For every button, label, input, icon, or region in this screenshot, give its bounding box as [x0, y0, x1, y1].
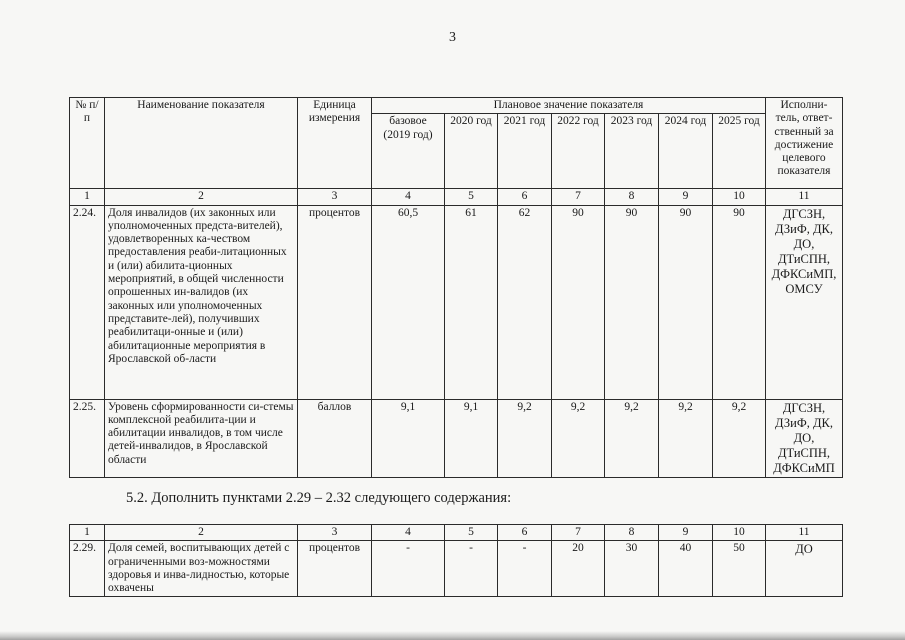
col-number: 9	[659, 189, 713, 205]
row-value: 9,2	[498, 399, 552, 477]
col-number: 10	[713, 525, 766, 541]
col-number: 3	[298, 525, 372, 541]
col-number: 4	[372, 189, 445, 205]
row-value: 9,2	[713, 399, 766, 477]
row-value: -	[445, 541, 498, 597]
row-value: 9,1	[372, 399, 445, 477]
col-number: 2	[105, 525, 298, 541]
amendment-paragraph: 5.2. Дополнить пунктами 2.29 – 2.32 следующего содержания:	[126, 490, 512, 506]
row-executor: ДГСЗН, ДЗиФ, ДК, ДО, ДТиСПН, ДФКСиМП, ОМСУ	[766, 205, 843, 399]
row-value: 9,2	[552, 399, 605, 477]
row-value: 90	[552, 205, 605, 399]
row-name: Доля инвалидов (их законных или уполномоченных предста-вителей), удовлетворенных ка-чеством предоставления реаби-литационных и (или) абилита-ционных мероприятий, в общей численности опрошенных ин-валидов (их законных или уполномоченных представите-лей), получивших реабилитаци-онные и (или) абилитационные мероприятия в Ярославской об-ласти	[105, 205, 298, 399]
table-row	[70, 205, 843, 399]
header-num: № п/п	[70, 98, 105, 189]
header-year-2022: 2022 год	[552, 114, 605, 189]
col-number: 6	[498, 525, 552, 541]
row-value: 9,2	[605, 399, 659, 477]
row-value: 9,2	[659, 399, 713, 477]
row-value: -	[498, 541, 552, 597]
row-value: 90	[605, 205, 659, 399]
col-number: 5	[445, 525, 498, 541]
row-name: Уровень сформированности си-стемы комплексной реабилита-ции и абилитации инвалидов, в том числе детей-инвалидов, в Ярославской области	[105, 399, 298, 477]
col-number: 7	[552, 189, 605, 205]
row-unit: процентов	[298, 541, 372, 597]
row-unit: процентов	[298, 205, 372, 399]
page-number: 3	[449, 30, 456, 45]
row-value: 90	[713, 205, 766, 399]
header-year-base: базовое (2019 год)	[372, 114, 445, 189]
col-number: 7	[552, 525, 605, 541]
col-number: 3	[298, 189, 372, 205]
table-row	[70, 541, 843, 597]
header-year-2021: 2021 год	[498, 114, 552, 189]
col-number: 11	[766, 189, 843, 205]
row-num: 2.29.	[70, 541, 105, 597]
row-name: Доля семей, воспитывающих детей с ограниченными воз-можностями здоровья и инва-лидностью, которые охвачены	[105, 541, 298, 597]
column-number-row	[70, 525, 843, 541]
row-executor: ДО	[766, 541, 843, 597]
scan-edge-shadow	[0, 631, 905, 640]
row-value: 60,5	[372, 205, 445, 399]
row-value: 90	[659, 205, 713, 399]
column-number-row	[70, 189, 843, 205]
row-value: 50	[713, 541, 766, 597]
row-num: 2.24.	[70, 205, 105, 399]
col-number: 1	[70, 189, 105, 205]
row-value: 30	[605, 541, 659, 597]
col-number: 8	[605, 189, 659, 205]
header-plan: Плановое значение показателя	[372, 98, 766, 114]
col-number: 10	[713, 189, 766, 205]
row-num: 2.25.	[70, 399, 105, 477]
col-number: 2	[105, 189, 298, 205]
row-unit: баллов	[298, 399, 372, 477]
col-number: 11	[766, 525, 843, 541]
row-value: 62	[498, 205, 552, 399]
col-number: 9	[659, 525, 713, 541]
row-value: 9,1	[445, 399, 498, 477]
header-unit: Единица измерения	[298, 98, 372, 189]
row-value: 61	[445, 205, 498, 399]
col-number: 6	[498, 189, 552, 205]
header-year-2020: 2020 год	[445, 114, 498, 189]
header-year-2024: 2024 год	[659, 114, 713, 189]
col-number: 5	[445, 189, 498, 205]
row-value: 20	[552, 541, 605, 597]
indicators-table	[69, 97, 843, 478]
col-number: 1	[70, 525, 105, 541]
header-name: Наименование показателя	[105, 98, 298, 189]
row-value: 40	[659, 541, 713, 597]
table-row	[70, 399, 843, 477]
col-number: 4	[372, 525, 445, 541]
header-year-2023: 2023 год	[605, 114, 659, 189]
row-executor: ДГСЗН, ДЗиФ, ДК, ДО, ДТиСПН, ДФКСиМП	[766, 399, 843, 477]
additions-table	[69, 524, 843, 597]
row-value: -	[372, 541, 445, 597]
header-executor: Исполни-тель, ответ-ственный за достижение целевого показателя	[766, 98, 843, 189]
header-year-2025: 2025 год	[713, 114, 766, 189]
col-number: 8	[605, 525, 659, 541]
